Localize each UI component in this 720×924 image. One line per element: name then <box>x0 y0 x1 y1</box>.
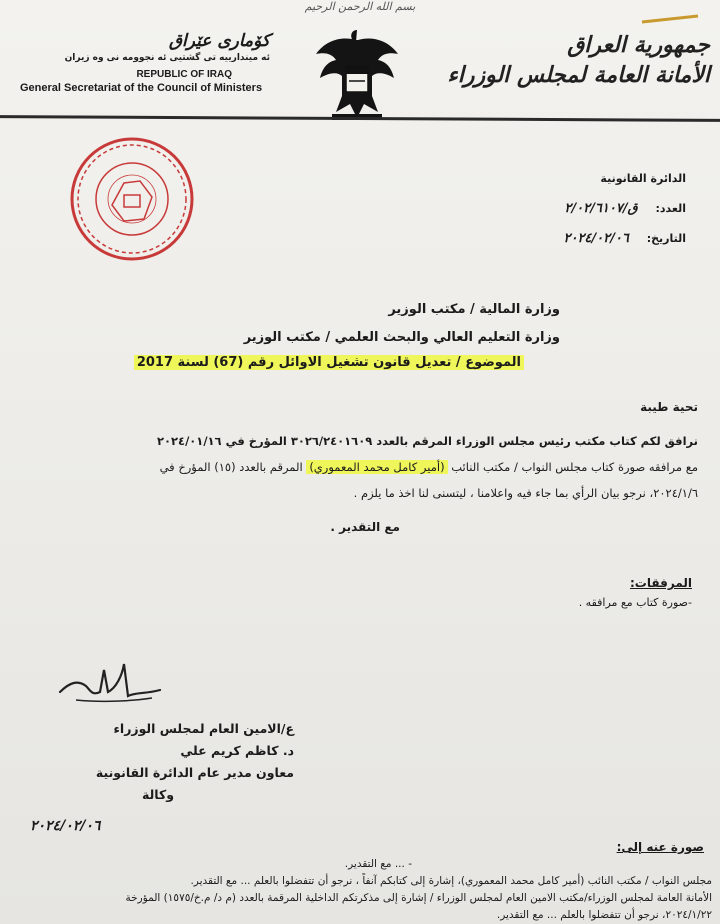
copy-line: - ... مع التقدير. <box>344 858 412 870</box>
recipients-block <box>244 296 560 352</box>
bismillah-header: بسم الله الرحمن الرحيم <box>304 0 416 13</box>
closing-regards: مع التقدير . <box>330 520 400 534</box>
pen-mark <box>640 14 700 24</box>
signer-block <box>4 718 294 806</box>
english-country-name: REPUBLIC OF IRAQ <box>136 69 232 80</box>
number-label: العدد: <box>655 202 686 215</box>
number-value: ق/٢/٠٢/٦١٠٧ <box>564 201 638 216</box>
greeting: تحية طيبة <box>640 400 698 414</box>
kurdish-secretariat-name: ئه‌ میندارییه‌ تى گشتیى ئه‌ نجوومه‌ نی وه‌ زیران <box>64 53 270 63</box>
reference-date-row <box>563 224 686 254</box>
attachment-item: -صورة كتاب مع مرافقه . <box>578 596 692 609</box>
signer-capacity: وكالة <box>141 787 174 802</box>
handwritten-signature <box>56 652 166 708</box>
department-name: الدائرة القانونية <box>600 172 686 185</box>
body-line-2-end: المرقم بالعدد (١٥) المؤرخ في <box>159 460 303 474</box>
reference-block <box>563 164 686 254</box>
body-line-3: ٢٠٢٤/١/٦، نرجو بيان الرأي بما جاء فيه واعلامنا ، ليتسنى لنا اخذ ما يلزم . <box>353 486 698 500</box>
copies-list <box>2 856 712 924</box>
subject-line <box>134 355 524 370</box>
attachments-title: المرفقات: <box>630 576 692 590</box>
arabic-secretariat-name: الأمانة العامة لمجلس الوزراء <box>447 62 710 88</box>
arabic-letterhead <box>447 30 710 90</box>
body-line-2-start: مع مرافقه صورة كتاب مجلس النواب / مكتب النائب <box>451 460 698 474</box>
copy-line: الأمانة العامة لمجلس الوزراء/مكتب الامين العام لمجلس الوزراء / إشارة إلى مذكرتكم الداخلية المرقمة بالعدد (م د/ م.خ/١٥٧٥) المؤرخة <box>125 892 712 904</box>
arabic-country-name: جمهورية العراق <box>567 32 710 58</box>
english-secretariat-name: General Secretariat of the Council of Ministers <box>20 82 263 94</box>
kurdish-country-name: كۆماری عێراق <box>168 31 270 51</box>
recipient-line: وزارة التعليم العالي والبحث العلمي / مكتب الوزير <box>243 330 560 345</box>
reference-number-row <box>563 194 686 224</box>
eagle-emblem-icon <box>312 26 402 122</box>
recipient-line: وزارة المالية / مكتب الوزير <box>388 302 560 317</box>
copy-line: مجلس النواب / مكتب النائب (أمير كامل محمد المعموري)، إشارة إلى كتابكم آنفاً ، نرجو أن تتفضلوا بالعلم ... مع التقدير. <box>190 875 712 887</box>
copy-line: ٢٠٢٤/١/٢٢، نرجو أن تتفضلوا بالعلم ... مع التقدير. <box>496 909 712 921</box>
date-label: التاريخ: <box>646 232 686 245</box>
signer-position: معاون مدير عام الدائرة القانونية <box>95 765 294 780</box>
kurdish-letterhead <box>20 30 270 65</box>
signature-date: ٢٠٢٤/٠٢/٠٦ <box>30 818 101 834</box>
body-highlighted-name: (أمير كامل محمد المعموري) <box>306 460 447 474</box>
date-value: ٢٠٢٤/٠٢/٠٦ <box>563 231 629 246</box>
official-seal-stamp <box>68 135 196 263</box>
copies-title: صورة عنه إلى: <box>616 840 704 854</box>
signer-title: ع/الامين العام لمجلس الوزراء <box>113 721 294 736</box>
signer-name: د. كاظم كريم علي <box>180 743 294 758</box>
body-line-2 <box>18 454 698 480</box>
body-line-1: نرافق لكم كتاب مكتب رئيس مجلس الوزراء المرقم بالعدد ٣٠٢٦/٢٤٠١٦٠٩ المؤرخ في ٢٠٢٤/٠١/١٦ <box>157 434 698 448</box>
body-paragraph <box>18 454 698 506</box>
subject-text: الموضوع / تعديل قانون تشغيل الاوائل رقم (67) لسنة 2017 <box>134 355 524 370</box>
english-letterhead <box>20 68 270 95</box>
